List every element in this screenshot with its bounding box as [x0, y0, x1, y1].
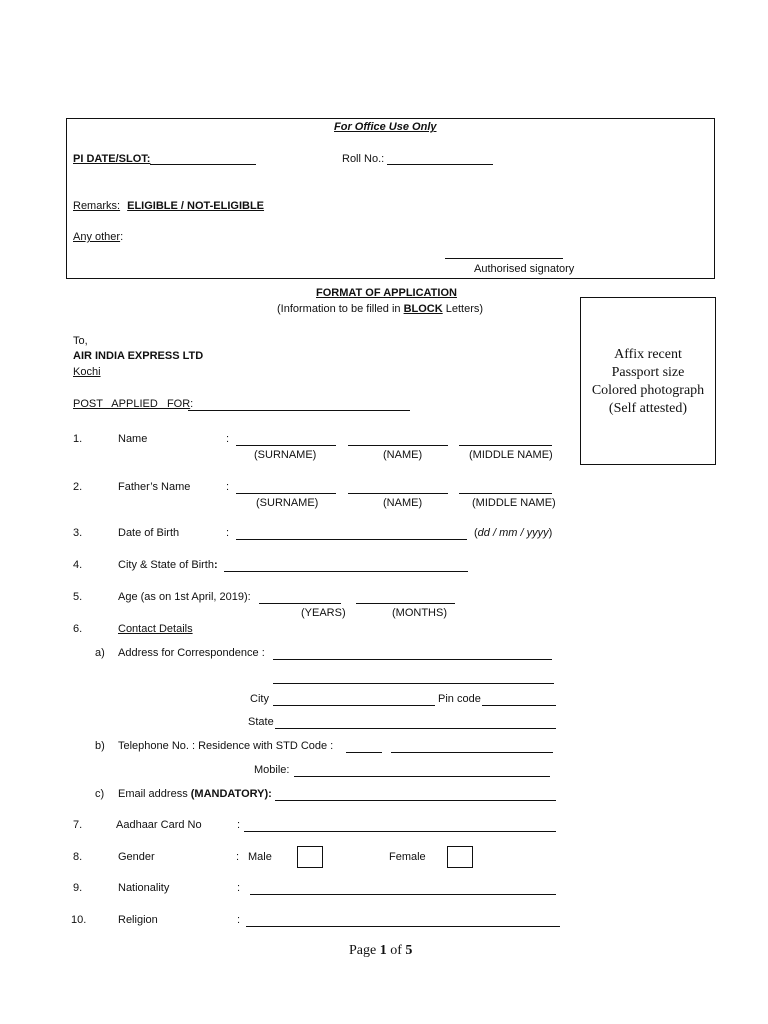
pin-code-line[interactable] [482, 705, 556, 706]
post-applied-row [73, 398, 193, 410]
field-6b-marker: b) [95, 740, 105, 752]
father-name-caption: (NAME) [383, 497, 423, 509]
photo-instructions [580, 346, 716, 418]
name-middle-caption: (MIDDLE NAME) [469, 449, 553, 461]
age-years-line[interactable] [259, 603, 341, 604]
roll-no-label: Roll No.: [342, 153, 385, 165]
post-applied-colon: : [190, 398, 194, 410]
age-months-line[interactable] [356, 603, 455, 604]
address-line-1[interactable] [273, 659, 552, 660]
field-2-label: Father’s Name [118, 481, 191, 493]
field-1-colon: : [226, 433, 230, 445]
page-footer [349, 943, 412, 959]
field-10-number: 10. [71, 914, 87, 926]
father-name-line[interactable] [348, 493, 448, 494]
format-title: FORMAT OF APPLICATION [316, 287, 457, 299]
field-9-label: Nationality [118, 882, 170, 894]
any-other-label: Any other [73, 231, 121, 243]
field-4-label [118, 559, 218, 571]
office-use-heading: For Office Use Only [334, 121, 437, 133]
field-4-label-text: City & State of Birth [118, 559, 214, 571]
format-sub-block: BLOCK [403, 303, 443, 315]
mobile-label: Mobile: [254, 764, 290, 776]
age-months-caption: (MONTHS) [392, 607, 447, 619]
field-4-number: 4. [73, 559, 83, 571]
aadhaar-line[interactable] [244, 831, 556, 832]
std-code-line[interactable] [346, 752, 382, 753]
any-other-colon: : [120, 231, 124, 243]
field-8-number: 8. [73, 851, 83, 863]
field-2-colon: : [226, 481, 230, 493]
field-5-number: 5. [73, 591, 83, 603]
office-use-box [66, 118, 715, 279]
field-8-colon: : [236, 851, 240, 863]
pin-code-label: Pin code [438, 693, 481, 705]
name-middle-line[interactable] [459, 445, 552, 446]
field-7-number: 7. [73, 819, 83, 831]
roll-no-line[interactable] [387, 164, 493, 165]
email-line[interactable] [275, 800, 556, 801]
dob-format-text: dd / mm / yyyy [477, 527, 549, 539]
name-name-caption: (NAME) [383, 449, 423, 461]
remarks-row [73, 200, 264, 212]
any-other-row [73, 231, 123, 243]
field-4-colon: : [213, 559, 218, 571]
post-applied-line[interactable] [188, 410, 410, 411]
city-label: City [250, 693, 269, 705]
telephone-label: Telephone No. : Residence with STD Code : [118, 740, 334, 752]
field-6-number: 6. [73, 623, 83, 635]
field-10-colon: : [237, 914, 241, 926]
email-mandatory: (MANDATORY): [190, 788, 272, 800]
photo-line-1: Affix recent [614, 347, 682, 362]
photo-line-3: Colored photograph [591, 383, 705, 398]
nationality-line[interactable] [250, 894, 556, 895]
field-8-label: Gender [118, 851, 155, 863]
name-name-line[interactable] [348, 445, 448, 446]
gender-male-checkbox[interactable] [297, 846, 323, 868]
signatory-label: Authorised signatory [474, 263, 575, 275]
gender-female-label: Female [389, 851, 426, 863]
dob-format: (dd / mm / yyyy) [474, 527, 553, 539]
gender-male-label: Male [248, 851, 272, 863]
field-2-number: 2. [73, 481, 83, 493]
email-label [118, 788, 272, 800]
to-label: To, [73, 335, 88, 347]
footer-of-word: of [386, 943, 406, 958]
gender-female-checkbox[interactable] [447, 846, 473, 868]
field-7-colon: : [237, 819, 241, 831]
field-6-label: Contact Details [118, 623, 193, 635]
address-line-2[interactable] [273, 683, 554, 684]
father-middle-caption: (MIDDLE NAME) [472, 497, 556, 509]
pi-date-line[interactable] [150, 164, 256, 165]
remarks-label: Remarks: [73, 200, 121, 212]
field-9-number: 9. [73, 882, 83, 894]
format-sub-prefix: (Information to be filled in [277, 303, 404, 315]
pi-date-label: PI DATE/SLOT: [73, 153, 151, 165]
field-9-colon: : [237, 882, 241, 894]
field-5-label: Age (as on 1st April, 2019): [118, 591, 251, 603]
format-sub-suffix: Letters) [442, 303, 484, 315]
footer-page-total: 5 [405, 943, 413, 958]
field-3-number: 3. [73, 527, 83, 539]
photo-line-4: (Self attested) [608, 401, 688, 416]
field-1-label: Name [118, 433, 148, 445]
format-subtitle [277, 303, 483, 315]
father-surname-caption: (SURNAME) [256, 497, 319, 509]
footer-page-word: Page [349, 943, 380, 958]
mobile-line[interactable] [294, 776, 550, 777]
city-line[interactable] [273, 705, 435, 706]
state-line[interactable] [275, 728, 556, 729]
remarks-value: ELIGIBLE / NOT-ELIGIBLE [127, 200, 265, 212]
footer-page-number: 1 [379, 943, 387, 958]
state-label: State [248, 716, 274, 728]
photo-line-2: Passport size [611, 365, 685, 380]
name-surname-caption: (SURNAME) [254, 449, 317, 461]
field-10-label: Religion [118, 914, 158, 926]
field-6a-marker: a) [95, 647, 105, 659]
religion-line[interactable] [246, 926, 560, 927]
address-label: Address for Correspondence : [118, 647, 265, 659]
email-label-text: Email address [118, 788, 191, 800]
father-surname-line[interactable] [236, 493, 336, 494]
field-3-label: Date of Birth [118, 527, 180, 539]
name-surname-line[interactable] [236, 445, 336, 446]
signatory-line [445, 258, 563, 259]
field-6c-marker: c) [95, 788, 105, 800]
field-3-colon: : [226, 527, 230, 539]
telephone-line[interactable] [391, 752, 553, 753]
post-applied-label: POST APPLIED FOR [73, 398, 191, 410]
dob-line[interactable] [236, 539, 467, 540]
field-7-label: Aadhaar Card No [116, 819, 202, 831]
birth-place-line[interactable] [224, 571, 468, 572]
age-years-caption: (YEARS) [301, 607, 346, 619]
company-city: Kochi [73, 366, 101, 378]
father-middle-line[interactable] [459, 493, 552, 494]
field-1-number: 1. [73, 433, 83, 445]
company-name: AIR INDIA EXPRESS LTD [73, 350, 204, 362]
